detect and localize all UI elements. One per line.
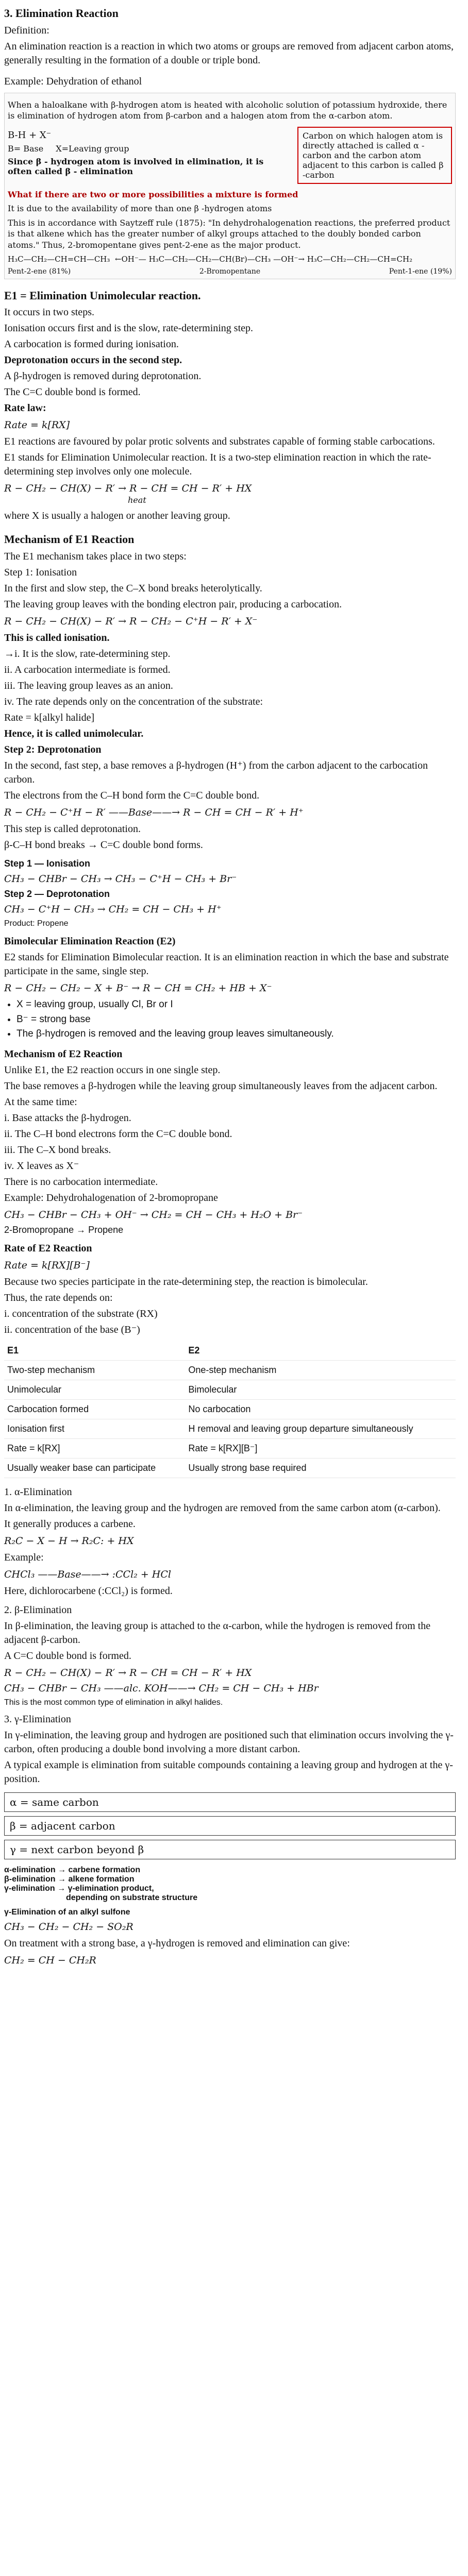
e2-rate-heading: Rate of E2 Reaction xyxy=(4,1242,92,1254)
e1-line-2: Ionisation occurs first and is the slow, rate-determining step. xyxy=(4,323,254,334)
e2-bullet-3: • The β-hydrogen is removed and the leaving group leaves simultaneously. xyxy=(16,1027,456,1041)
e1-heading: E1 = Elimination Unimolecular reaction. xyxy=(4,289,201,302)
ionisation-heading: This is called ionisation. xyxy=(4,632,110,643)
table-cell: Rate = k[RX] xyxy=(4,1438,185,1458)
e2-mech-line-7: iv. X leaves as X⁻ xyxy=(4,1160,79,1172)
e2-mech-line-5: ii. The C–H bond electrons form the C=C double bond. xyxy=(4,1128,232,1140)
base-label: B= Base xyxy=(8,143,44,154)
e1-mech-heading: Mechanism of E1 Reaction xyxy=(4,533,135,546)
alpha-eq: R₂C − X − H → R₂C: + HX xyxy=(4,1535,134,1547)
table-cell: No carbocation xyxy=(185,1399,456,1419)
figure-rxn-caption: B-H + X⁻ xyxy=(8,129,52,141)
gamma-text-2: A typical example is elimination from suitable compounds containing a leaving group and hydrogen at the γ-position. xyxy=(4,1759,453,1785)
gamma-legend-3: γ-elimination → γ-elimination product, xyxy=(4,1884,154,1893)
e1-rate-eq: Rate = k[RX] xyxy=(4,419,70,431)
product-pent-1-ene-pct: (19%) xyxy=(430,267,452,276)
e1-mech-eq: R − CH₂ − CH(X) − R′ → R − CH₂ − C⁺H − R′ + X⁻ xyxy=(4,615,258,627)
figure-note: Since β - hydrogen atom is involved in elimination, it is often called β - elimination xyxy=(8,156,264,176)
e1-line-1: It occurs in two steps. xyxy=(4,307,94,318)
beta-eq-1: R − CH₂ − CH(X) − R′ → R − CH = CH − R′ + HX xyxy=(4,1667,252,1679)
step2-line-1: In the second, fast step, a base removes a β-hydrogen (H⁺) from the carbon adjacent to the carbocation carbon. xyxy=(4,759,431,785)
alpha-example-eq: CHCl₃ ——Base——→ :CCl₂ + HCl xyxy=(4,1568,171,1580)
starting-material: 2-Bromopentane xyxy=(199,267,261,276)
e2-rate-line-1: Because two species participate in the rate-determining step, the reaction is bimolecular. xyxy=(4,1276,368,1287)
e1-mech-line-1: The E1 mechanism takes place in two steps: xyxy=(4,550,187,562)
gamma-text: In γ-elimination, the leaving group and hydrogen are positioned such that elimination occurs involving the γ-carbon, often producing a double bond involving a more distant carbon. xyxy=(4,1729,454,1755)
table-cell: Rate = k[RX][B⁻] xyxy=(185,1438,456,1458)
e2-bullet-2: • B⁻ = strong base xyxy=(16,1013,456,1027)
example-step2-label: Step 2 — Deprotonation xyxy=(4,888,110,899)
step2-after-2: β-C–H bond breaks → C=C double bond forms. xyxy=(4,839,203,851)
carbon-definition-box: Carbon on which halogen atom is directly attached is called α -carbon and the carbon atom adjacent to this carbon is called β -carbon xyxy=(297,127,452,184)
e1-deprot-line-2: The C=C double bond is formed. xyxy=(4,386,141,398)
e1-where: where X is usually a halogen or another leaving group. xyxy=(4,510,230,522)
e1-e2-comparison-table xyxy=(4,1341,456,1478)
product-pent-2-ene: Pent-2-ene xyxy=(8,267,47,276)
table-row xyxy=(4,1360,456,1380)
ionisation-rate: Rate = k[alkyl halide] xyxy=(4,711,95,723)
e2-rate-line-2: Thus, the rate depends on: xyxy=(4,1292,113,1303)
pentane-reaction: H₃C—CH₂—CH=CH—CH₃ ←OH⁻— H₃C—CH₂—CH₂—CH(Br)—CH₃ —OH⁻→ H₃C—CH₂—CH₂—CH=CH₂ xyxy=(8,254,413,264)
step2-after-1: This step is called deprotonation. xyxy=(4,823,141,835)
table-cell: Usually strong base required xyxy=(185,1458,456,1478)
ionisation-point-4: iv. The rate depends only on the concentration of the substrate: xyxy=(4,696,263,707)
table-cell: Carbocation formed xyxy=(4,1399,185,1419)
gamma-legend-1: α-elimination → carbene formation xyxy=(4,1865,141,1874)
gamma-legend-2: β-elimination → alkene formation xyxy=(4,1874,135,1884)
table-row xyxy=(4,1380,456,1399)
e1-mech-line-3: In the first and slow step, the C–X bond breaks heterolytically. xyxy=(4,582,262,594)
e2-mech-heading: Mechanism of E2 Reaction xyxy=(4,1048,123,1060)
e1-equation: R − CH₂ − CH(X) − R′ → R − CH = CH − R′ + HX xyxy=(4,483,252,495)
gamma-heading: 3. γ-Elimination xyxy=(4,1713,71,1725)
e1-deprot-heading: Deprotonation occurs in the second step. xyxy=(4,354,182,366)
table-header-row xyxy=(4,1341,456,1361)
e1-mech-line-2: Step 1: Ionisation xyxy=(4,566,77,578)
pentane-product-labels xyxy=(8,267,452,276)
alpha-example-label: Example: xyxy=(4,1551,44,1563)
e2-no-carbocation: There is no carbocation intermediate. xyxy=(4,1176,158,1188)
e1-favoured: E1 reactions are favoured by polar protic solvents and substrates capable of forming stable carbocations. xyxy=(4,436,435,448)
table-header-e2: E2 xyxy=(185,1341,456,1361)
beta-heading: 2. β-Elimination xyxy=(4,1604,72,1616)
e1-mech-line-4: The leaving group leaves with the bonding electron pair, producing a carbocation. xyxy=(4,598,342,610)
step2-eq: R − CH₂ − C⁺H − R′ ——Base——→ R − CH = CH − R′ + H⁺ xyxy=(4,806,304,818)
definition-label: Definition: xyxy=(4,24,49,36)
table-cell: Ionisation first xyxy=(4,1419,185,1438)
example-step1-label: Step 1 — Ionisation xyxy=(4,858,91,869)
example-product: Product: Propene xyxy=(4,919,69,928)
table-cell: One-step mechanism xyxy=(185,1360,456,1380)
figure-row xyxy=(8,127,452,184)
zaitsev-rule: This is in accordance with Saytzeff rule (1875): "In dehydrohalogenation reactions, the preferred product is that alkene which has the greater number of alkyl groups attached to the doubly bonded carbon atoms." Thus, 2-bromopentane gives pent-2-ene as the major product. xyxy=(8,217,453,250)
figure-labels xyxy=(8,144,287,154)
e2-mech-line-2: The base removes a β-hydrogen while the leaving group simultaneously leaves from the adjacent carbon. xyxy=(4,1080,438,1092)
table-row xyxy=(4,1419,456,1438)
ionisation-point-2: ii. A carbocation intermediate is formed. xyxy=(4,664,171,675)
carbon-position-boxes xyxy=(4,1792,456,1859)
table-row xyxy=(4,1458,456,1478)
alpha-text: In α-elimination, the leaving group and the hydrogen are removed from the same carbon atom (α-carbon). xyxy=(4,1502,441,1514)
product-pent-2-ene-pct: (81%) xyxy=(49,267,71,276)
gamma-box: γ = next carbon beyond β xyxy=(4,1840,456,1859)
leaving-group-label: X=Leaving group xyxy=(56,143,129,154)
sulfone-eq: CH₃ − CH₂ − CH₂ − SO₂R xyxy=(4,1921,133,1933)
elimination-figure xyxy=(4,93,456,279)
example-step1-eq: CH₃ − CHBr − CH₃ → CH₃ − C⁺H − CH₃ + Br⁻ xyxy=(4,873,237,885)
page-title: 3. Elimination Reaction xyxy=(4,7,119,20)
e2-mech-line-6: iii. The C–X bond breaks. xyxy=(4,1144,111,1156)
beta-box: β = adjacent carbon xyxy=(4,1816,456,1836)
example-label: Example: Dehydration of ethanol xyxy=(4,75,142,87)
e2-mech-line-1: Unlike E1, the E2 reaction occurs in one single step. xyxy=(4,1064,221,1076)
beta-text: In β-elimination, the leaving group is attached to the α-carbon, while the hydrogen is removed from the adjacent β-carbon. xyxy=(4,1620,433,1646)
table-row xyxy=(4,1438,456,1458)
e2-rate-eq: Rate = k[RX][B⁻] xyxy=(4,1259,90,1271)
e2-eq: R − CH₂ − CH₂ − X + B⁻ → R − CH = CH₂ + HB + X⁻ xyxy=(4,982,272,994)
ionisation-point-1: →i. It is the slow, rate-determining step. xyxy=(4,648,171,659)
step2-heading: Step 2: Deprotonation xyxy=(4,743,102,755)
e1-stands: E1 stands for Elimination Unimolecular reaction. It is a two-step elimination reaction in which the rate-determining step involves only one molecule. xyxy=(4,452,431,478)
beta-note: This is the most common type of elimination in alkyl halides. xyxy=(4,1698,223,1707)
table-cell: Two-step mechanism xyxy=(4,1360,185,1380)
table-cell: Unimolecular xyxy=(4,1380,185,1399)
e2-bullet-1: • X = leaving group, usually Cl, Br or I xyxy=(16,998,456,1012)
table-cell: Bimolecular xyxy=(185,1380,456,1399)
figure-left xyxy=(8,127,287,176)
figure-text: When a haloalkane with β-hydrogen atom is heated with alcoholic solution of potassium hydroxide, there is elimination of hydrogen atom from β-carbon and a halogen atom from the α-carbon atom. xyxy=(8,99,450,121)
e2-rate-line-4: ii. concentration of the base (B⁻) xyxy=(4,1324,140,1335)
table-cell: Usually weaker base can participate xyxy=(4,1458,185,1478)
e2-heading: Bimolecular Elimination Reaction (E2) xyxy=(4,935,176,947)
beta-h-availability: It is due to the availability of more than one β -hydrogen atoms xyxy=(8,204,272,214)
e2-text: E2 stands for Elimination Bimolecular reaction. It is an elimination reaction in which the base and substrate participate in the same, single step. xyxy=(4,951,452,977)
table-cell: H removal and leaving group departure simultaneously xyxy=(185,1419,456,1438)
definition-text: An elimination reaction is a reaction in which two atoms or groups are removed from adjacent carbon atoms, generally resulting in the formation of a double or triple bond. xyxy=(4,40,456,66)
gamma-legend-tail: depending on substrate structure xyxy=(66,1893,198,1902)
mixture-question: What if there are two or more possibilities a mixture is formed xyxy=(8,189,298,199)
e2-example-caption: 2-Bromopropane → Propene xyxy=(4,1224,124,1235)
unimolecular-conclusion: Hence, it is called unimolecular. xyxy=(4,727,144,739)
alpha-heading: 1. α-Elimination xyxy=(4,1486,72,1498)
gamma-final-eq: CH₂ = CH − CH₂R xyxy=(4,1954,96,1966)
sulfone-label: γ-Elimination of an alkyl sulfone xyxy=(4,1907,130,1917)
alpha-formed: Here, dichlorocarbene (:CCl₂) is formed. xyxy=(4,1585,173,1597)
product-pent-1-ene: Pent-1-ene xyxy=(389,267,428,276)
e1-rate-label: Rate law: xyxy=(4,402,46,414)
e2-example-label: Example: Dehydrohalogenation of 2-bromopropane xyxy=(4,1192,218,1204)
gamma-final-text: On treatment with a strong base, a γ-hydrogen is removed and elimination can give: xyxy=(4,1937,350,1949)
e2-example-eq: CH₃ − CHBr − CH₃ + OH⁻ → CH₂ = CH − CH₃ + H₂O + Br⁻ xyxy=(4,1209,303,1221)
beta-text-2: A C=C double bond is formed. xyxy=(4,1650,131,1662)
e2-bullets xyxy=(4,998,456,1041)
beta-eq-2: CH₃ − CHBr − CH₃ ——alc. KOH——→ CH₂ = CH − CH₃ + HBr xyxy=(4,1682,319,1694)
e2-mech-line-3: At the same time: xyxy=(4,1096,77,1108)
alpha-box: α = same carbon xyxy=(4,1792,456,1812)
e1-deprot-line-1: A β-hydrogen is removed during deprotonation. xyxy=(4,370,202,382)
example-step2-eq: CH₃ − C⁺H − CH₃ → CH₂ = CH − CH₃ + H⁺ xyxy=(4,903,222,915)
table-header-e1: E1 xyxy=(4,1341,185,1361)
e2-rate-line-3: i. concentration of the substrate (RX) xyxy=(4,1308,158,1319)
e2-mech-line-4: i. Base attacks the β-hydrogen. xyxy=(4,1112,131,1124)
step2-line-2: The electrons from the C–H bond form the C=C double bond. xyxy=(4,789,260,801)
e1-line-3: A carbocation is formed during ionisation. xyxy=(4,338,179,350)
ionisation-point-3: iii. The leaving group leaves as an anion. xyxy=(4,680,173,691)
table-row xyxy=(4,1399,456,1419)
e1-equation-heat: heat xyxy=(128,495,146,505)
alpha-text-2: It generally produces a carbene. xyxy=(4,1518,136,1530)
